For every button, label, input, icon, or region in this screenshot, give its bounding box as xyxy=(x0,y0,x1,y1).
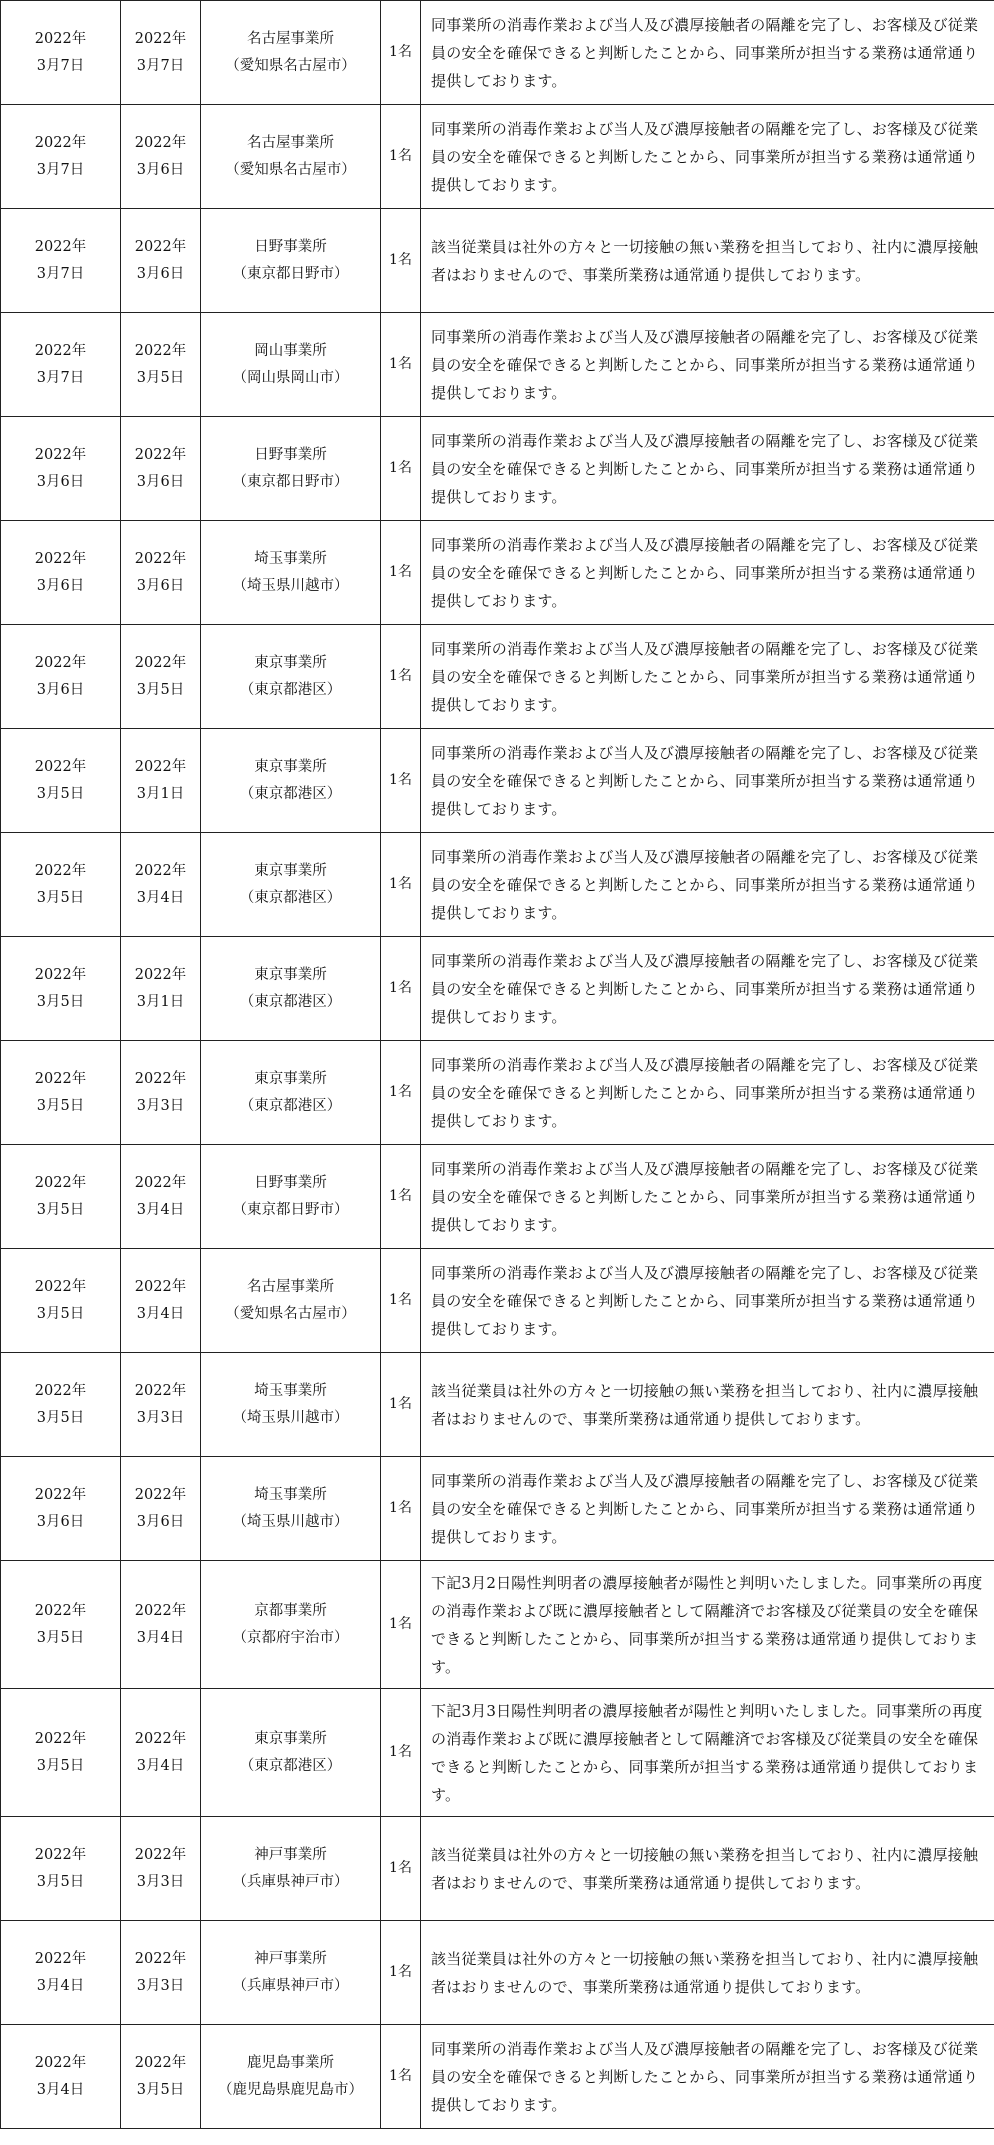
status-note-cell xyxy=(421,625,994,729)
announcement-date-cell xyxy=(1,1689,121,1817)
status-note: 同事業所の消毒作業および当人及び濃厚接触者の隔離を完了し、お客様及び従業員の安全を確保できると判断したことから、同事業所が担当する業務は通常通り提供しております。 xyxy=(431,1471,979,1546)
office-cell xyxy=(201,521,381,625)
onset-year: 2022年 xyxy=(134,134,187,151)
infected-count: 1名 xyxy=(389,1744,412,1760)
office-location: （東京都日野市） xyxy=(232,473,349,490)
onset-date-cell xyxy=(121,729,201,833)
status-note-cell xyxy=(421,209,994,313)
onset-day: 3月4日 xyxy=(136,1757,185,1774)
onset-date-cell xyxy=(121,1817,201,1921)
infected-count: 1名 xyxy=(389,772,412,788)
announcement-date-cell xyxy=(1,833,121,937)
office-location: （東京都港区） xyxy=(239,785,342,802)
onset-day: 3月5日 xyxy=(136,681,185,698)
office-cell xyxy=(201,209,381,313)
announcement-day: 3月5日 xyxy=(36,1305,85,1322)
announcement-date-cell xyxy=(1,937,121,1041)
infected-count: 1名 xyxy=(389,668,412,684)
announcement-date-cell xyxy=(1,313,121,417)
office-name: 東京事業所 xyxy=(254,1070,327,1087)
status-note-cell xyxy=(421,1041,994,1145)
onset-year: 2022年 xyxy=(134,1382,187,1399)
count-cell xyxy=(381,1921,421,2025)
office-cell xyxy=(201,1041,381,1145)
onset-day: 3月3日 xyxy=(136,1409,185,1426)
count-cell xyxy=(381,1145,421,1249)
onset-date-cell xyxy=(121,417,201,521)
table-row xyxy=(1,1817,994,1921)
announcement-date-cell xyxy=(1,1353,121,1457)
office-location: （東京都港区） xyxy=(239,1097,342,1114)
status-note: 下記3月3日陽性判明者の濃厚接触者が陽性と判明いたしました。同事業所の再度の消毒作業および既に濃厚接触者として隔離済でお客様及び従業員の安全を確保できると判断したことから、同事業所が担当する業務は通常通り提供しております。 xyxy=(431,1701,983,1804)
onset-date-cell xyxy=(121,105,201,209)
announcement-day: 3月5日 xyxy=(36,1201,85,1218)
office-name: 日野事業所 xyxy=(254,1174,327,1191)
office-name: 名古屋事業所 xyxy=(247,1278,334,1295)
status-note-cell xyxy=(421,521,994,625)
onset-year: 2022年 xyxy=(134,550,187,567)
office-location: （東京都日野市） xyxy=(232,265,349,282)
status-note: 同事業所の消毒作業および当人及び濃厚接触者の隔離を完了し、お客様及び従業員の安全を確保できると判断したことから、同事業所が担当する業務は通常通り提供しております。 xyxy=(431,15,979,90)
onset-year: 2022年 xyxy=(134,1730,187,1747)
infected-count: 1名 xyxy=(389,564,412,580)
onset-day: 3月4日 xyxy=(136,889,185,906)
table-row xyxy=(1,833,994,937)
office-name: 神戸事業所 xyxy=(254,1950,327,1967)
infected-count: 1名 xyxy=(389,2068,412,2084)
table-row xyxy=(1,1041,994,1145)
announcement-date-cell xyxy=(1,1145,121,1249)
office-name: 名古屋事業所 xyxy=(247,134,334,151)
infected-count: 1名 xyxy=(389,1860,412,1876)
onset-date-cell xyxy=(121,1353,201,1457)
onset-date-cell xyxy=(121,521,201,625)
announcement-year: 2022年 xyxy=(34,2054,87,2071)
onset-year: 2022年 xyxy=(134,1174,187,1191)
onset-day: 3月4日 xyxy=(136,1629,185,1646)
status-note: 該当従業員は社外の方々と一切接触の無い業務を担当しており、社内に濃厚接触者はおりませんので、事業所業務は通常通り提供しております。 xyxy=(431,1949,979,1996)
office-location: （東京都港区） xyxy=(239,1757,342,1774)
status-note: 同事業所の消毒作業および当人及び濃厚接触者の隔離を完了し、お客様及び従業員の安全を確保できると判断したことから、同事業所が担当する業務は通常通り提供しております。 xyxy=(431,639,979,714)
status-note: 同事業所の消毒作業および当人及び濃厚接触者の隔離を完了し、お客様及び従業員の安全を確保できると判断したことから、同事業所が担当する業務は通常通り提供しております。 xyxy=(431,119,979,194)
onset-year: 2022年 xyxy=(134,654,187,671)
onset-day: 3月4日 xyxy=(136,1305,185,1322)
count-cell xyxy=(381,625,421,729)
infected-count: 1名 xyxy=(389,44,412,60)
announcement-day: 3月6日 xyxy=(36,681,85,698)
office-location: （東京都港区） xyxy=(239,681,342,698)
onset-day: 3月1日 xyxy=(136,993,185,1010)
office-location: （兵庫県神戸市） xyxy=(232,1977,349,1994)
announcement-day: 3月5日 xyxy=(36,993,85,1010)
office-location: （岡山県岡山市） xyxy=(232,369,349,386)
office-location: （埼玉県川越市） xyxy=(232,577,349,594)
infected-count: 1名 xyxy=(389,1084,412,1100)
status-note-cell xyxy=(421,1689,994,1817)
announcement-date-cell xyxy=(1,625,121,729)
announcement-date-cell xyxy=(1,209,121,313)
table-row xyxy=(1,105,994,209)
announcement-date-cell xyxy=(1,1,121,105)
status-note: 同事業所の消毒作業および当人及び濃厚接触者の隔離を完了し、お客様及び従業員の安全を確保できると判断したことから、同事業所が担当する業務は通常通り提供しております。 xyxy=(431,743,979,818)
onset-day: 3月6日 xyxy=(136,473,185,490)
status-note-cell xyxy=(421,1921,994,2025)
status-note: 同事業所の消毒作業および当人及び濃厚接触者の隔離を完了し、お客様及び従業員の安全を確保できると判断したことから、同事業所が担当する業務は通常通り提供しております。 xyxy=(431,1055,979,1130)
status-note-cell xyxy=(421,1145,994,1249)
announcement-day: 3月5日 xyxy=(36,1757,85,1774)
office-name: 埼玉事業所 xyxy=(254,1382,327,1399)
office-name: 鹿児島事業所 xyxy=(247,2054,334,2071)
status-note-cell xyxy=(421,1249,994,1353)
onset-date-cell xyxy=(121,1561,201,1689)
announcement-year: 2022年 xyxy=(34,134,87,151)
status-note-cell xyxy=(421,2025,994,2129)
office-location: （埼玉県川越市） xyxy=(232,1409,349,1426)
onset-year: 2022年 xyxy=(134,1278,187,1295)
count-cell xyxy=(381,1249,421,1353)
office-location: （愛知県名古屋市） xyxy=(225,161,356,178)
announcement-date-cell xyxy=(1,1457,121,1561)
status-note: 同事業所の消毒作業および当人及び濃厚接触者の隔離を完了し、お客様及び従業員の安全を確保できると判断したことから、同事業所が担当する業務は通常通り提供しております。 xyxy=(431,1263,979,1338)
infected-count: 1名 xyxy=(389,148,412,164)
count-cell xyxy=(381,1561,421,1689)
office-name: 東京事業所 xyxy=(254,654,327,671)
announcement-year: 2022年 xyxy=(34,1846,87,1863)
table-row xyxy=(1,2025,994,2129)
onset-year: 2022年 xyxy=(134,2054,187,2071)
announcement-day: 3月6日 xyxy=(36,473,85,490)
announcement-date-cell xyxy=(1,1561,121,1689)
onset-day: 3月6日 xyxy=(136,577,185,594)
office-name: 東京事業所 xyxy=(254,966,327,983)
status-note-cell xyxy=(421,1561,994,1689)
announcement-day: 3月5日 xyxy=(36,1409,85,1426)
announcement-year: 2022年 xyxy=(34,446,87,463)
office-cell xyxy=(201,1457,381,1561)
announcement-date-cell xyxy=(1,105,121,209)
office-location: （愛知県名古屋市） xyxy=(225,57,356,74)
office-name: 東京事業所 xyxy=(254,1730,327,1747)
infected-count: 1名 xyxy=(389,252,412,268)
announcement-year: 2022年 xyxy=(34,1070,87,1087)
onset-year: 2022年 xyxy=(134,30,187,47)
office-name: 日野事業所 xyxy=(254,446,327,463)
table-row xyxy=(1,625,994,729)
onset-date-cell xyxy=(121,833,201,937)
office-cell xyxy=(201,1249,381,1353)
onset-year: 2022年 xyxy=(134,758,187,775)
status-note-cell xyxy=(421,1,994,105)
count-cell xyxy=(381,105,421,209)
announcement-year: 2022年 xyxy=(34,966,87,983)
count-cell xyxy=(381,2025,421,2129)
status-note-cell xyxy=(421,1353,994,1457)
count-cell xyxy=(381,937,421,1041)
onset-year: 2022年 xyxy=(134,1070,187,1087)
status-note: 該当従業員は社外の方々と一切接触の無い業務を担当しており、社内に濃厚接触者はおりませんので、事業所業務は通常通り提供しております。 xyxy=(431,1845,979,1892)
office-cell xyxy=(201,937,381,1041)
onset-day: 3月6日 xyxy=(136,1513,185,1530)
table-row xyxy=(1,1353,994,1457)
office-location: （東京都港区） xyxy=(239,993,342,1010)
status-note-cell xyxy=(421,729,994,833)
office-cell xyxy=(201,105,381,209)
onset-day: 3月5日 xyxy=(136,369,185,386)
office-cell xyxy=(201,1,381,105)
onset-date-cell xyxy=(121,1041,201,1145)
table-row xyxy=(1,729,994,833)
count-cell xyxy=(381,1,421,105)
status-note: 同事業所の消毒作業および当人及び濃厚接触者の隔離を完了し、お客様及び従業員の安全を確保できると判断したことから、同事業所が担当する業務は通常通り提供しております。 xyxy=(431,431,979,506)
table-row xyxy=(1,1921,994,2025)
onset-day: 3月4日 xyxy=(136,1201,185,1218)
onset-date-cell xyxy=(121,209,201,313)
office-cell xyxy=(201,729,381,833)
onset-day: 3月3日 xyxy=(136,1097,185,1114)
count-cell xyxy=(381,729,421,833)
infected-count: 1名 xyxy=(389,1396,412,1412)
announcement-day: 3月5日 xyxy=(36,785,85,802)
infected-count: 1名 xyxy=(389,460,412,476)
onset-date-cell xyxy=(121,1249,201,1353)
status-note: 同事業所の消毒作業および当人及び濃厚接触者の隔離を完了し、お客様及び従業員の安全を確保できると判断したことから、同事業所が担当する業務は通常通り提供しております。 xyxy=(431,951,979,1026)
announcement-day: 3月5日 xyxy=(36,1629,85,1646)
office-cell xyxy=(201,1353,381,1457)
announcement-date-cell xyxy=(1,1249,121,1353)
office-cell xyxy=(201,625,381,729)
office-cell xyxy=(201,833,381,937)
onset-day: 3月3日 xyxy=(136,1873,185,1890)
table-body xyxy=(1,1,994,2129)
announcement-day: 3月6日 xyxy=(36,577,85,594)
count-cell xyxy=(381,521,421,625)
onset-day: 3月1日 xyxy=(136,785,185,802)
onset-date-cell xyxy=(121,625,201,729)
count-cell xyxy=(381,1353,421,1457)
office-location: （東京都港区） xyxy=(239,889,342,906)
infected-count: 1名 xyxy=(389,1964,412,1980)
table-row xyxy=(1,1145,994,1249)
announcement-date-cell xyxy=(1,1921,121,2025)
count-cell xyxy=(381,1457,421,1561)
table-row xyxy=(1,1561,994,1689)
table-row xyxy=(1,937,994,1041)
announcement-year: 2022年 xyxy=(34,1730,87,1747)
office-cell xyxy=(201,417,381,521)
table-row xyxy=(1,209,994,313)
announcement-date-cell xyxy=(1,521,121,625)
status-note-cell xyxy=(421,1817,994,1921)
announcement-date-cell xyxy=(1,1041,121,1145)
onset-day: 3月7日 xyxy=(136,57,185,74)
table-row xyxy=(1,1249,994,1353)
announcement-year: 2022年 xyxy=(34,1174,87,1191)
table-row xyxy=(1,1,994,105)
office-location: （鹿児島県鹿児島市） xyxy=(218,2081,363,2098)
announcement-day: 3月5日 xyxy=(36,889,85,906)
announcement-year: 2022年 xyxy=(34,1486,87,1503)
announcement-date-cell xyxy=(1,2025,121,2129)
announcement-year: 2022年 xyxy=(34,862,87,879)
onset-year: 2022年 xyxy=(134,1602,187,1619)
status-note: 同事業所の消毒作業および当人及び濃厚接触者の隔離を完了し、お客様及び従業員の安全を確保できると判断したことから、同事業所が担当する業務は通常通り提供しております。 xyxy=(431,535,979,610)
office-cell xyxy=(201,1561,381,1689)
onset-date-cell xyxy=(121,937,201,1041)
office-location: （愛知県名古屋市） xyxy=(225,1305,356,1322)
table-row xyxy=(1,1457,994,1561)
office-location: （東京都日野市） xyxy=(232,1201,349,1218)
status-note: 該当従業員は社外の方々と一切接触の無い業務を担当しており、社内に濃厚接触者はおりませんので、事業所業務は通常通り提供しております。 xyxy=(431,1381,979,1428)
status-note: 同事業所の消毒作業および当人及び濃厚接触者の隔離を完了し、お客様及び従業員の安全を確保できると判断したことから、同事業所が担当する業務は通常通り提供しております。 xyxy=(431,2039,979,2114)
onset-date-cell xyxy=(121,1457,201,1561)
onset-date-cell xyxy=(121,313,201,417)
office-name: 東京事業所 xyxy=(254,758,327,775)
office-location: （兵庫県神戸市） xyxy=(232,1873,349,1890)
status-note-cell xyxy=(421,417,994,521)
status-note-cell xyxy=(421,833,994,937)
count-cell xyxy=(381,1041,421,1145)
onset-day: 3月5日 xyxy=(136,2081,185,2098)
infected-count: 1名 xyxy=(389,356,412,372)
status-note-cell xyxy=(421,937,994,1041)
announcement-date-cell xyxy=(1,417,121,521)
office-name: 埼玉事業所 xyxy=(254,550,327,567)
office-name: 埼玉事業所 xyxy=(254,1486,327,1503)
office-cell xyxy=(201,313,381,417)
onset-date-cell xyxy=(121,1689,201,1817)
office-cell xyxy=(201,1921,381,2025)
onset-day: 3月6日 xyxy=(136,265,185,282)
announcement-year: 2022年 xyxy=(34,1602,87,1619)
office-name: 東京事業所 xyxy=(254,862,327,879)
office-name: 日野事業所 xyxy=(254,238,327,255)
announcement-year: 2022年 xyxy=(34,30,87,47)
infected-count: 1名 xyxy=(389,980,412,996)
status-note-cell xyxy=(421,105,994,209)
office-location: （京都府宇治市） xyxy=(232,1629,349,1646)
announcement-day: 3月4日 xyxy=(36,2081,85,2098)
office-cell xyxy=(201,1817,381,1921)
count-cell xyxy=(381,833,421,937)
office-cell xyxy=(201,2025,381,2129)
announcement-year: 2022年 xyxy=(34,654,87,671)
office-name: 岡山事業所 xyxy=(254,342,327,359)
onset-date-cell xyxy=(121,1145,201,1249)
announcement-day: 3月7日 xyxy=(36,57,85,74)
count-cell xyxy=(381,1689,421,1817)
announcement-day: 3月7日 xyxy=(36,265,85,282)
status-note: 該当従業員は社外の方々と一切接触の無い業務を担当しており、社内に濃厚接触者はおりませんので、事業所業務は通常通り提供しております。 xyxy=(431,237,979,284)
onset-day: 3月3日 xyxy=(136,1977,185,1994)
onset-date-cell xyxy=(121,1921,201,2025)
announcement-date-cell xyxy=(1,729,121,833)
onset-year: 2022年 xyxy=(134,1486,187,1503)
announcement-year: 2022年 xyxy=(34,342,87,359)
announcement-year: 2022年 xyxy=(34,238,87,255)
announcement-year: 2022年 xyxy=(34,758,87,775)
table-row xyxy=(1,521,994,625)
infected-count: 1名 xyxy=(389,1616,412,1632)
announcement-day: 3月5日 xyxy=(36,1097,85,1114)
onset-date-cell xyxy=(121,1,201,105)
onset-year: 2022年 xyxy=(134,342,187,359)
status-note: 下記3月2日陽性判明者の濃厚接触者が陽性と判明いたしました。同事業所の再度の消毒作業および既に濃厚接触者として隔離済でお客様及び従業員の安全を確保できると判断したことから、同事業所が担当する業務は通常通り提供しております。 xyxy=(431,1573,983,1676)
announcement-date-cell xyxy=(1,1817,121,1921)
office-location: （埼玉県川越市） xyxy=(232,1513,349,1530)
status-note-cell xyxy=(421,1457,994,1561)
onset-year: 2022年 xyxy=(134,966,187,983)
count-cell xyxy=(381,313,421,417)
infected-count: 1名 xyxy=(389,876,412,892)
announcement-day: 3月5日 xyxy=(36,1873,85,1890)
status-note: 同事業所の消毒作業および当人及び濃厚接触者の隔離を完了し、お客様及び従業員の安全を確保できると判断したことから、同事業所が担当する業務は通常通り提供しております。 xyxy=(431,1159,979,1234)
announcement-year: 2022年 xyxy=(34,1382,87,1399)
onset-day: 3月6日 xyxy=(136,161,185,178)
count-cell xyxy=(381,417,421,521)
infected-count: 1名 xyxy=(389,1292,412,1308)
office-cell xyxy=(201,1689,381,1817)
office-name: 京都事業所 xyxy=(254,1602,327,1619)
table-row xyxy=(1,1689,994,1817)
status-note: 同事業所の消毒作業および当人及び濃厚接触者の隔離を完了し、お客様及び従業員の安全を確保できると判断したことから、同事業所が担当する業務は通常通り提供しております。 xyxy=(431,847,979,922)
status-note-cell xyxy=(421,313,994,417)
infected-count: 1名 xyxy=(389,1500,412,1516)
announcement-year: 2022年 xyxy=(34,550,87,567)
announcement-day: 3月4日 xyxy=(36,1977,85,1994)
onset-year: 2022年 xyxy=(134,446,187,463)
onset-year: 2022年 xyxy=(134,1950,187,1967)
onset-year: 2022年 xyxy=(134,1846,187,1863)
table-row xyxy=(1,313,994,417)
onset-year: 2022年 xyxy=(134,238,187,255)
onset-year: 2022年 xyxy=(134,862,187,879)
count-cell xyxy=(381,209,421,313)
status-note: 同事業所の消毒作業および当人及び濃厚接触者の隔離を完了し、お客様及び従業員の安全を確保できると判断したことから、同事業所が担当する業務は通常通り提供しております。 xyxy=(431,327,979,402)
office-cell xyxy=(201,1145,381,1249)
infected-count: 1名 xyxy=(389,1188,412,1204)
announcement-year: 2022年 xyxy=(34,1278,87,1295)
onset-date-cell xyxy=(121,2025,201,2129)
announcement-year: 2022年 xyxy=(34,1950,87,1967)
table-row xyxy=(1,417,994,521)
announcement-day: 3月7日 xyxy=(36,161,85,178)
office-name: 名古屋事業所 xyxy=(247,30,334,47)
count-cell xyxy=(381,1817,421,1921)
office-name: 神戸事業所 xyxy=(254,1846,327,1863)
announcement-day: 3月6日 xyxy=(36,1513,85,1530)
announcement-day: 3月7日 xyxy=(36,369,85,386)
